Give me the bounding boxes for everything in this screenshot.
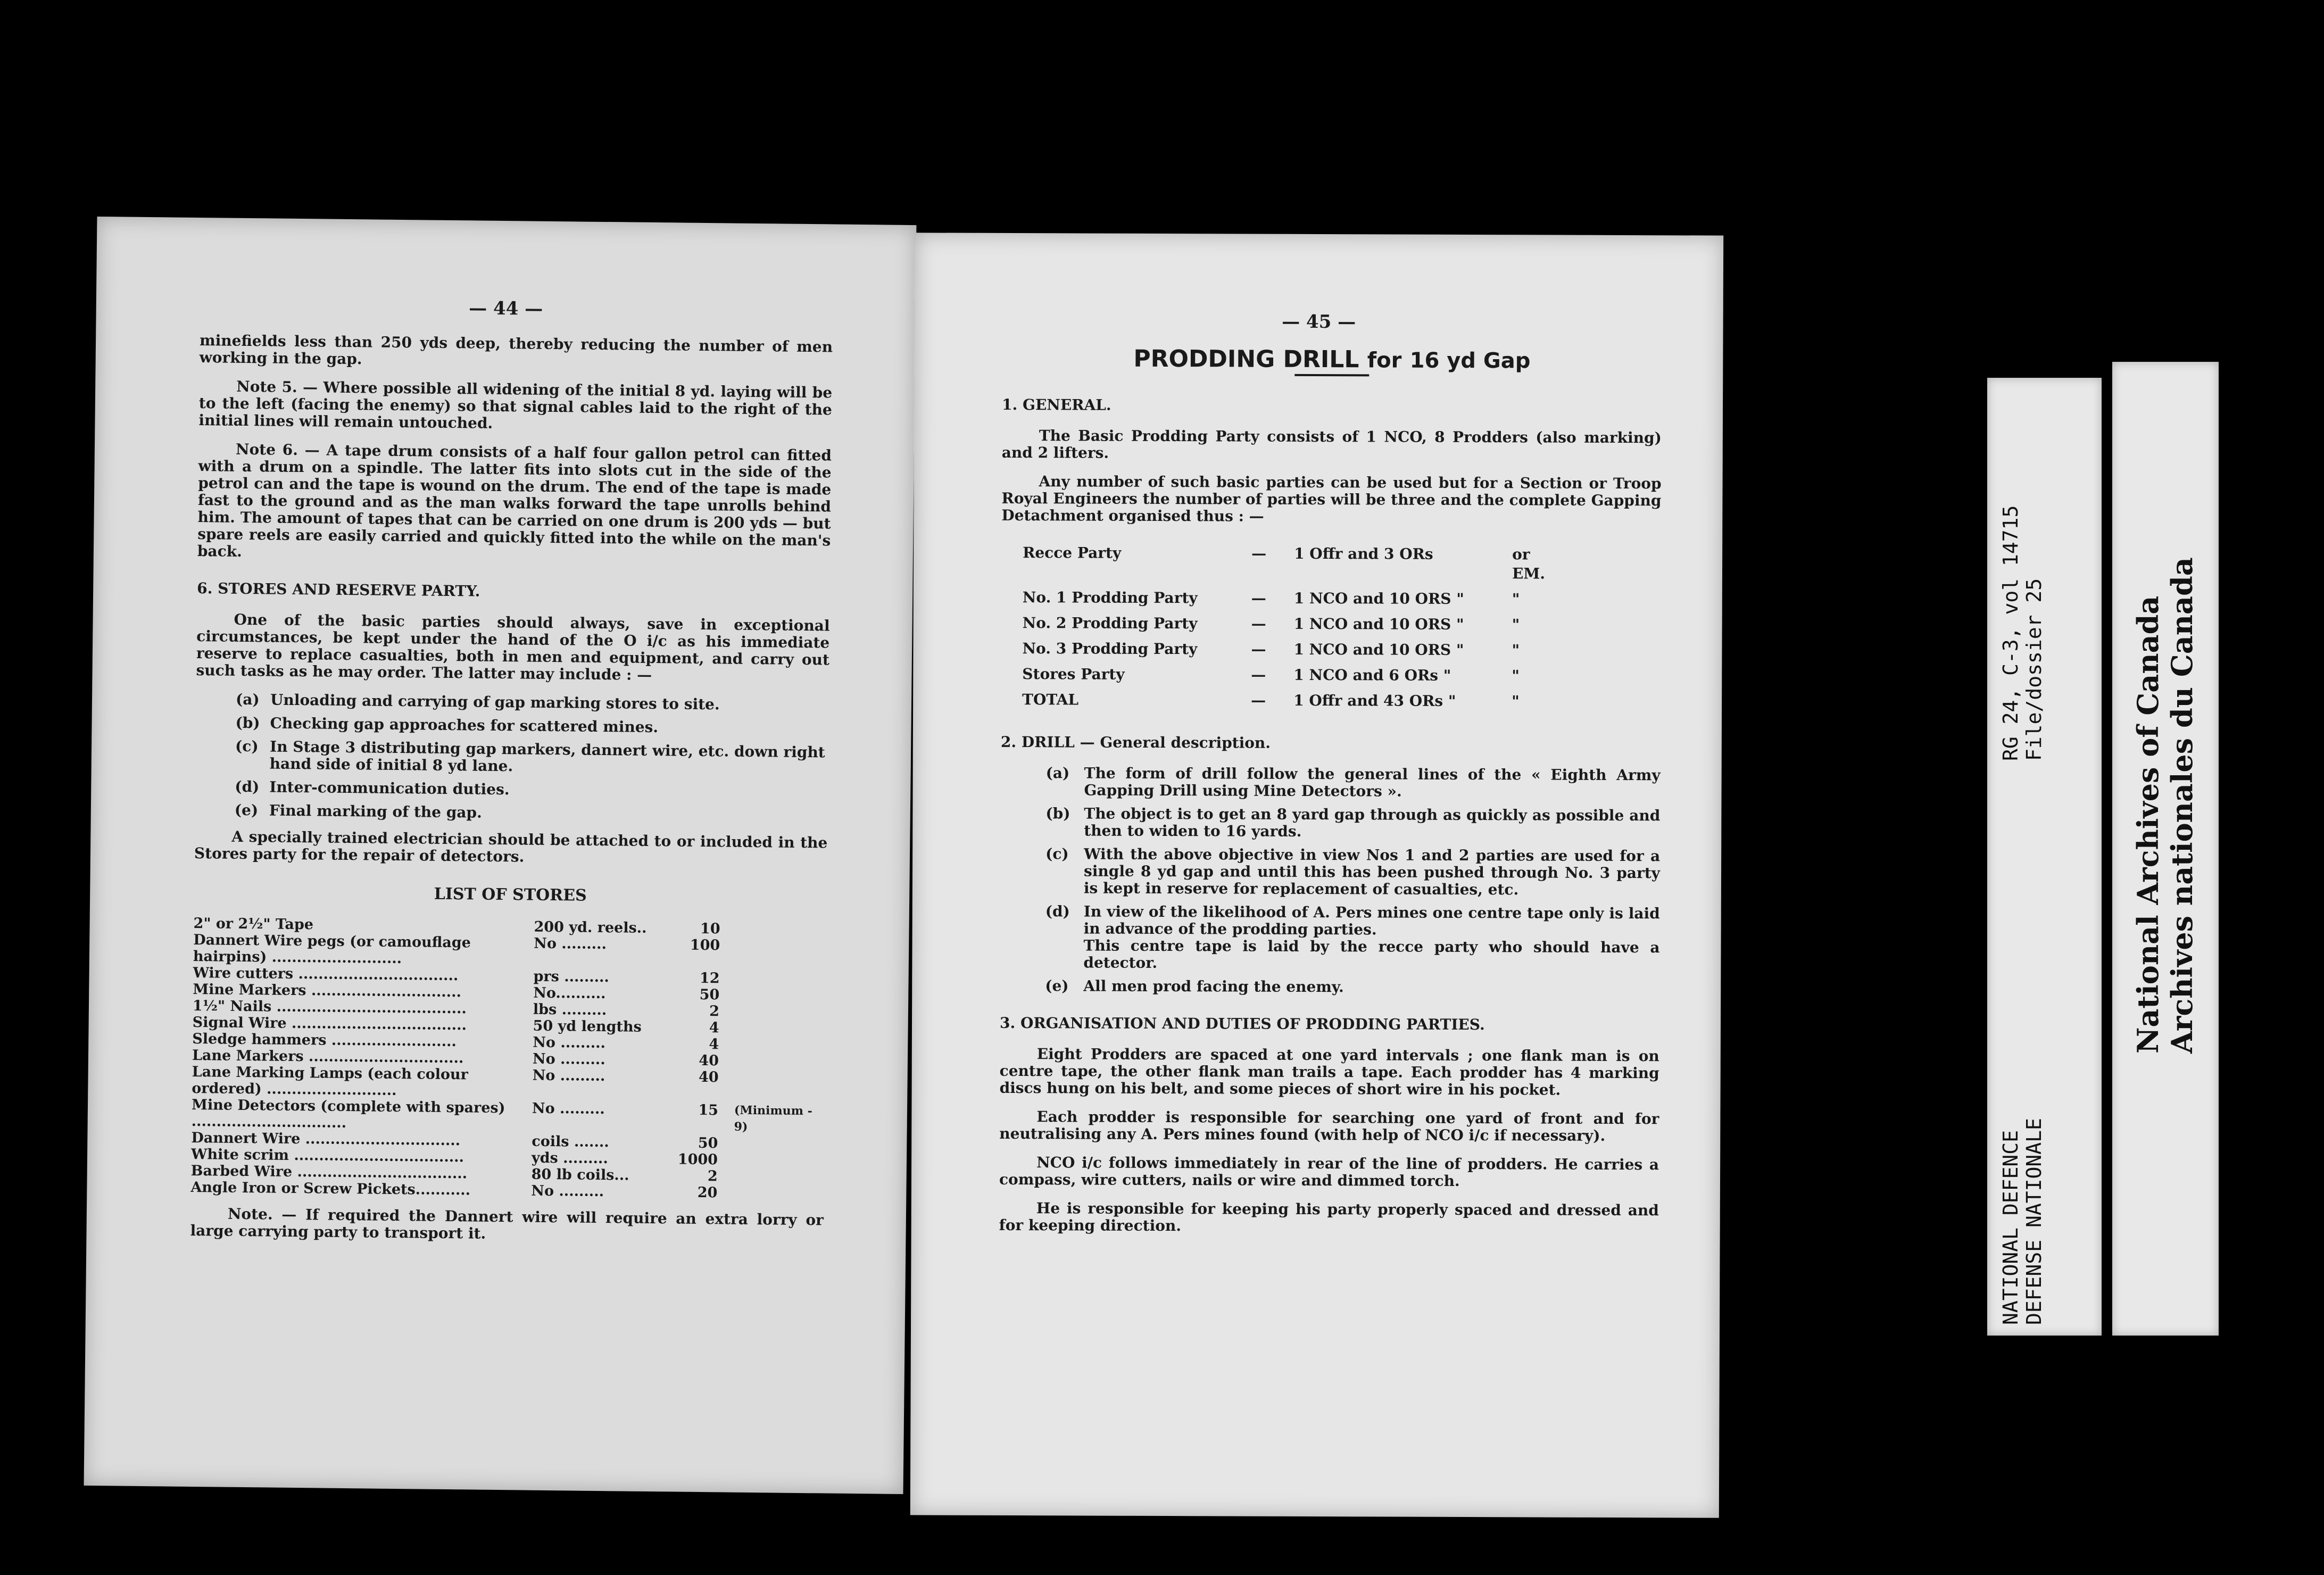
left-page <box>84 217 917 1494</box>
store-item: Mine Markers .............................. <box>193 981 462 1001</box>
party-dash: — <box>1251 640 1266 658</box>
title-rule <box>1294 374 1369 376</box>
list-item-text <box>1083 903 1659 973</box>
list-item-label: (c) <box>235 737 259 756</box>
section-1-paragraph-1: The Basic Prodding Party consists of 1 NCO, 8 Prodders (also marking) and 2 lifters. <box>1001 427 1662 462</box>
reference-line-2: File/dossier 25 <box>2022 578 2046 761</box>
store-note <box>719 970 826 988</box>
list-item <box>195 737 829 778</box>
list-item <box>1000 805 1660 841</box>
party-table <box>1022 540 1565 715</box>
list-item-text: Checking gap approaches for scattered mines. <box>270 714 659 736</box>
list-item <box>195 778 828 801</box>
list-item-label: (b) <box>1045 805 1070 823</box>
store-item: 2" or 2½" Tape <box>193 915 314 933</box>
store-item: Dannert Wire pegs (or camouflage hairpins) .......................... <box>193 931 471 967</box>
title-main: PRODDING DRILL <box>1133 345 1359 374</box>
section-1-heading: 1. GENERAL. <box>1002 395 1111 414</box>
party-extra: " <box>1512 641 1520 659</box>
store-note <box>718 1151 824 1169</box>
table-row <box>1022 661 1565 689</box>
store-item: Dannert Wire ............................... <box>191 1129 461 1149</box>
store-note <box>718 1069 825 1103</box>
item-d-text: In view of the likelihood of A. Pers mines one centre tape only is laid in advance of the prodding parties. <box>1083 902 1660 939</box>
store-note: (Minimum - 9) <box>734 1103 812 1134</box>
party-composition: 1 NCO and 6 ORs " <box>1293 666 1451 684</box>
store-note <box>717 1184 824 1202</box>
right-page-content <box>999 345 1662 1248</box>
note-5: Note 5. — Where possible all widening of the initial 8 yd. laying will be to the left (facing the enemy) so that signal cables laid to the right of the initial lines will remain untouched. <box>198 377 833 432</box>
store-unit: 50 yd lengths <box>533 1017 642 1035</box>
table-row <box>1022 687 1565 715</box>
dannert-note: Note. — If required the Dannert wire will require an extra lorry or large carrying party to transport it. <box>190 1205 824 1242</box>
store-item: Angle Iron or Screw Pickets........... <box>190 1179 471 1199</box>
list-item-text: Unloading and carrying of gap marking stores to site. <box>270 691 720 714</box>
party-composition: 1 NCO and 10 ORS " <box>1293 589 1464 608</box>
list-item-text: All men prod facing the enemy. <box>1083 977 1344 996</box>
list-item-text: Inter-communication duties. <box>269 778 510 799</box>
store-note <box>718 1168 824 1186</box>
store-note <box>719 1052 825 1070</box>
store-quantity: 100 <box>690 936 720 954</box>
store-unit: yds ......... <box>531 1149 608 1167</box>
list-item-label: (d) <box>235 777 260 796</box>
store-item: 1½" Nails ...................................... <box>192 997 467 1017</box>
archive-reference-card <box>1987 378 2102 1336</box>
party-dash: — <box>1251 544 1267 562</box>
store-item: Barbed Wire .................................. <box>190 1162 468 1182</box>
party-extra: " <box>1512 590 1520 608</box>
store-note <box>719 987 826 1004</box>
list-item <box>1000 845 1660 899</box>
party-dash: — <box>1251 615 1266 633</box>
section-2-heading: 2. DRILL — General description. <box>1000 733 1271 752</box>
page-title <box>1002 345 1662 374</box>
store-item: Lane Markers ............................... <box>192 1047 464 1067</box>
store-quantity: 20 <box>697 1184 718 1201</box>
store-item: Sledge hammers ......................... <box>192 1030 457 1050</box>
reference-department-block <box>1999 1118 2046 1325</box>
party-name: Recce Party <box>1023 544 1122 562</box>
store-unit: prs ......... <box>533 968 610 986</box>
store-unit: 80 lb coils... <box>531 1166 629 1184</box>
list-item-text: The form of drill follow the general lines of the « Eighth Army Gapping Drill using Mine Detectors ». <box>1084 764 1661 800</box>
list-item-text: With the above objective in view Nos 1 and 2 parties are used for a single 8 yd gap and until this has been pushed through No. 3 party is kept in reserve for replacement of casualties, etc. <box>1083 845 1661 899</box>
list-item <box>195 801 828 825</box>
section-2-list <box>1000 765 1661 997</box>
list-item-text: The object is to get an 8 yard gap through as quickly as possible and then to widen to 16 yards. <box>1084 805 1661 840</box>
list-item-text: Final marking of the gap. <box>269 801 483 822</box>
left-page-content <box>190 332 833 1257</box>
list-item-label: (a) <box>235 690 260 709</box>
table-row <box>1023 540 1565 587</box>
reference-line-1: RG 24, C-3, vol 14715 <box>1999 505 2022 761</box>
party-dash: — <box>1251 589 1266 607</box>
table-row <box>1023 610 1565 638</box>
list-item-label: (a) <box>1045 764 1070 782</box>
national-archives-card <box>2112 362 2219 1336</box>
party-extra: " <box>1512 667 1520 685</box>
page-number-45: — 45 — <box>1282 311 1356 333</box>
store-quantity: 10 <box>700 920 720 938</box>
section-6-paragraph: One of the basic parties should always, save in exceptional circumstances, be kept under the hand of the O i/c as his immediate reserve to replace casualties, both in men and equipment, and carry out such tasks as he may order. The latter may include : — <box>196 610 830 684</box>
list-item <box>1000 903 1659 973</box>
party-name: TOTAL <box>1022 691 1079 709</box>
party-name: No. 3 Prodding Party <box>1022 640 1198 658</box>
note-6: Note 6. — A tape drum consists of a half four gallon petrol can fitted with a drum on a spindle. The latter fits into slots cut in the side of the petrol can and the tape is wound on the drum. The end of the tape is made fast to the ground and as the man walks forward the tape unrolls behind him. The amount of tapes that can be carried on one drum is 200 yds — but spare reels are easily carried and quickly fitted into the while on the man's back. <box>197 440 832 560</box>
party-composition: 1 Offr and 3 ORs <box>1294 544 1433 563</box>
party-composition: 1 NCO and 10 ORS " <box>1293 640 1464 659</box>
store-note <box>719 1003 826 1021</box>
list-item <box>1000 977 1659 997</box>
section-3-paragraph-3: NCO i/c follows immediately in rear of the line of prodders. He carries a compass, wire cutters, nails or wire and dimmed torch. <box>999 1154 1659 1190</box>
right-page <box>910 233 1723 1518</box>
list-item-label: (b) <box>235 714 260 732</box>
list-item-label: (e) <box>234 801 259 819</box>
store-quantity: 50 <box>699 986 720 1004</box>
party-dash: — <box>1251 691 1266 709</box>
store-unit: No ......... <box>533 1034 606 1052</box>
list-item <box>1000 765 1660 801</box>
store-quantity: 2 <box>709 1003 720 1020</box>
stores-list-title: LIST OF STORES <box>434 884 587 905</box>
title-rest: 16 yd Gap <box>1409 348 1531 374</box>
store-quantity: 40 <box>699 1052 719 1070</box>
list-item-label: (d) <box>1045 902 1070 921</box>
item-d-continuation: This centre tape is laid by the recce party who should have a detector. <box>1083 936 1660 972</box>
paragraph-continuation: minefields less than 250 yds deep, thereby reducing the number of men working in the gap. <box>199 331 833 368</box>
store-note <box>718 1135 824 1153</box>
archives-name-french: Archives nationales du Canada <box>2165 557 2199 1054</box>
party-extra: " <box>1512 692 1520 710</box>
store-item: Wire cutters ................................ <box>193 964 459 984</box>
archives-name-block <box>2131 557 2199 1054</box>
store-quantity: 12 <box>699 969 720 987</box>
store-item: Signal Wire ................................... <box>192 1014 467 1034</box>
section-6-heading: 6. STORES AND RESERVE PARTY. <box>197 579 480 600</box>
store-unit: No ......... <box>534 935 607 953</box>
party-name: No. 1 Prodding Party <box>1022 588 1198 607</box>
electrician-paragraph: A specially trained electrician should be attached to or included in the Stores party for the repair of detectors. <box>194 827 828 866</box>
store-unit: No ......... <box>532 1100 605 1118</box>
section-3-paragraph-1: Eight Prodders are spaced at one yard intervals ; one flank man is on centre tape, the other flank man trails a tape. Each prodder has 4 marking discs hung on his belt, and some pieces of short wire in his pocket. <box>999 1045 1659 1099</box>
table-row <box>1022 636 1565 664</box>
list-item <box>196 691 829 714</box>
store-note <box>720 921 826 938</box>
store-note <box>719 1036 825 1054</box>
store-quantity: 4 <box>709 1036 719 1053</box>
store-unit: 200 yd. reels.. <box>534 918 647 936</box>
party-extra: or EM. <box>1512 545 1546 583</box>
list-item <box>195 714 828 737</box>
store-quantity: 4 <box>709 1019 719 1037</box>
store-quantity: 2 <box>707 1168 718 1185</box>
table-row <box>1023 585 1565 612</box>
section-6-list <box>195 691 829 825</box>
store-unit: No ......... <box>532 1067 605 1085</box>
store-unit: No ......... <box>532 1050 605 1068</box>
store-unit: lbs ......... <box>533 1001 607 1019</box>
page-number-44: — 44 — <box>469 297 543 320</box>
list-item-label: (e) <box>1045 977 1069 995</box>
party-extra: " <box>1512 616 1520 634</box>
list-item-label: (c) <box>1045 845 1069 863</box>
store-quantity: 1000 <box>677 1151 718 1168</box>
reference-line-3: NATIONAL DEFENCE <box>1999 1130 2022 1325</box>
store-unit: No ......... <box>531 1182 604 1200</box>
store-unit: No.......... <box>533 984 606 1002</box>
store-note <box>719 1019 825 1037</box>
party-composition: 1 NCO and 10 ORS " <box>1293 615 1464 633</box>
reference-line-4: DEFENSE NATIONALE <box>2022 1118 2046 1325</box>
store-quantity: 50 <box>698 1134 718 1152</box>
title-for: for <box>1367 348 1402 373</box>
store-item: Lane Marking Lamps (each colour ordered) .......................... <box>192 1063 469 1099</box>
store-quantity: 40 <box>698 1068 719 1086</box>
party-name: No. 2 Prodding Party <box>1022 614 1198 633</box>
party-name: Stores Party <box>1022 665 1125 683</box>
store-item: Mine Detectors (complete with spares) ............................... <box>191 1096 505 1132</box>
store-note <box>720 937 827 971</box>
list-item-text: In Stage 3 distributing gap markers, dannert wire, etc. down right hand side of initial 8 yd lane. <box>269 737 825 775</box>
section-3-paragraph-2: Each prodder is responsible for searching one yard of front and for neutralising any A. Pers mines found (with help of NCO i/c if necessary). <box>999 1108 1659 1145</box>
section-1-paragraph-2: Any number of such basic parties can be used but for a Section or Troop Royal Engineers the number of parties will be three and the complete Gapping Detachment organised thus : — <box>1001 473 1662 525</box>
store-unit: coils ....... <box>532 1133 609 1151</box>
store-item: White scrim .................................. <box>190 1146 464 1166</box>
party-composition: 1 Offr and 43 ORs " <box>1293 691 1456 710</box>
reference-file-block <box>1999 505 2046 761</box>
stores-table <box>190 915 826 1202</box>
party-dash: — <box>1251 666 1266 684</box>
store-quantity: 15 <box>698 1101 719 1119</box>
archives-name-english: National Archives of Canada <box>2131 595 2165 1054</box>
section-3-paragraph-4: He is responsible for keeping his party properly spaced and dressed and for keeping direction. <box>999 1199 1659 1235</box>
section-3-heading: 3. ORGANISATION AND DUTIES OF PRODDING PARTIES. <box>999 1014 1485 1034</box>
